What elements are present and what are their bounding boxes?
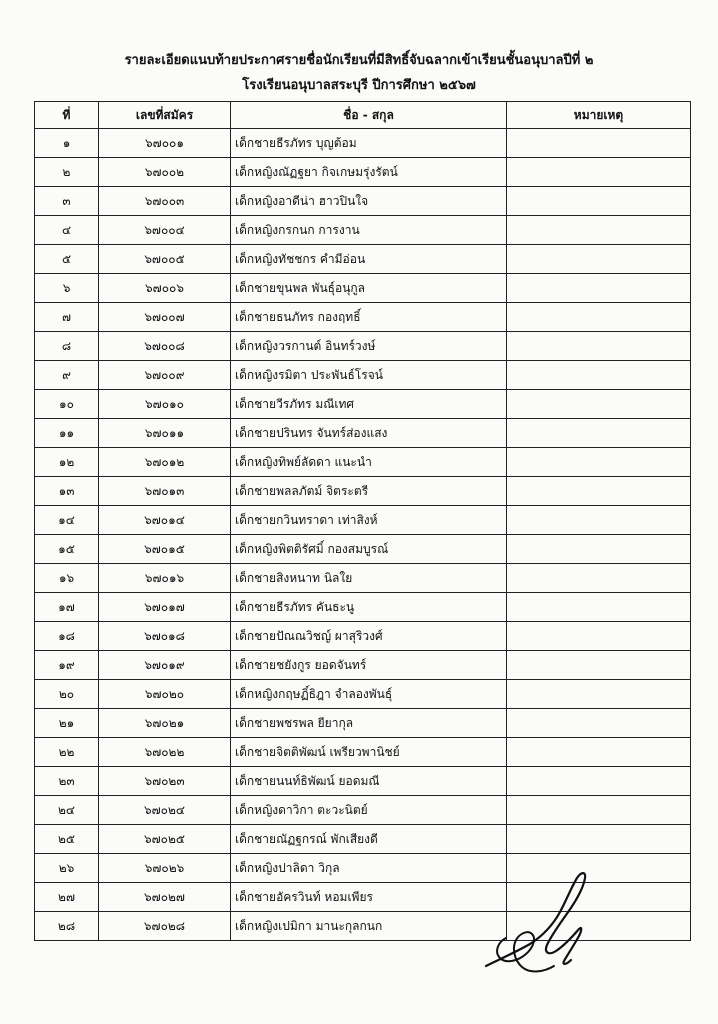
document-title-line2: โรงเรียนอนุบาลสระบุรี ปีการศึกษา ๒๕๖๗ [242, 78, 476, 93]
table-row [35, 448, 691, 477]
column-header-name: ชื่อ - สกุล [231, 102, 507, 129]
application-number: ๖๗๐๐๓ [99, 187, 231, 216]
row-number: ๔ [35, 216, 99, 245]
student-name: เด็กหญิงรมิตา ประพันธ์โรจน์ [231, 361, 507, 390]
row-number: ๓ [35, 187, 99, 216]
column-header-application-no: เลขที่สมัคร [99, 102, 231, 129]
table-row [35, 564, 691, 593]
student-name: เด็กชายจิตติพัฒน์ เพรียวพานิชย์ [231, 738, 507, 767]
student-name: เด็กหญิงดาวิกา ตะวะนิตย์ [231, 796, 507, 825]
student-name: เด็กชายนนท์ธิพัฒน์ ยอดมณี [231, 767, 507, 796]
table-row [35, 506, 691, 535]
remark [507, 216, 691, 245]
row-number: ๒ [35, 158, 99, 187]
table-row [35, 245, 691, 274]
student-name: เด็กชายธนภัทร กองฤทธิ์ [231, 303, 507, 332]
remark [507, 680, 691, 709]
application-number: ๖๗๐๒๓ [99, 767, 231, 796]
table-row [35, 419, 691, 448]
row-number: ๒๘ [35, 912, 99, 941]
student-name: เด็กหญิงณัฏฐยา กิจเกษมรุ่งรัตน์ [231, 158, 507, 187]
table-row [35, 825, 691, 854]
application-number: ๖๗๐๑๙ [99, 651, 231, 680]
student-name: เด็กชายปรินทร จันทร์ส่องแสง [231, 419, 507, 448]
student-name: เด็กชายสิงหนาท นิลใย [231, 564, 507, 593]
student-name: เด็กชายชยังกูร ยอดจันทร์ [231, 651, 507, 680]
remark [507, 419, 691, 448]
application-number: ๖๗๐๒๕ [99, 825, 231, 854]
row-number: ๑๒ [35, 448, 99, 477]
remark [507, 187, 691, 216]
table-row [35, 361, 691, 390]
remark [507, 535, 691, 564]
remark [507, 593, 691, 622]
application-number: ๖๗๐๑๒ [99, 448, 231, 477]
application-number: ๖๗๐๐๒ [99, 158, 231, 187]
student-name: เด็กชายปัณณวิชญ์ ผาสุริวงศ์ [231, 622, 507, 651]
remark [507, 274, 691, 303]
student-list-table [34, 101, 691, 941]
row-number: ๒๒ [35, 738, 99, 767]
row-number: ๒๓ [35, 767, 99, 796]
application-number: ๖๗๐๑๖ [99, 564, 231, 593]
remark [507, 245, 691, 274]
student-name: เด็กชายณัฏฐกรณ์ พักเสียงดี [231, 825, 507, 854]
student-name: เด็กหญิงพิตติรัศมิ์ กองสมบูรณ์ [231, 535, 507, 564]
table-row [35, 535, 691, 564]
remark [507, 767, 691, 796]
remark [507, 361, 691, 390]
row-number: ๒๔ [35, 796, 99, 825]
table-row [35, 680, 691, 709]
document-title-line1: รายละเอียดแนบท้ายประกาศรายชื่อนักเรียนที่มีสิทธิ์จับฉลากเข้าเรียนชั้นอนุบาลปีที่ ๒ [124, 53, 594, 68]
student-name: เด็กชายพลลภัตม์ จิตระตรี [231, 477, 507, 506]
remark [507, 622, 691, 651]
table-row [35, 332, 691, 361]
application-number: ๖๗๐๐๔ [99, 216, 231, 245]
row-number: ๑๘ [35, 622, 99, 651]
student-name: เด็กหญิงปาลิดา วิกุล [231, 854, 507, 883]
remark [507, 506, 691, 535]
table-row [35, 651, 691, 680]
student-name: เด็กชายพชรพล ยียากุล [231, 709, 507, 738]
application-number: ๖๗๐๐๗ [99, 303, 231, 332]
application-number: ๖๗๐๑๐ [99, 390, 231, 419]
row-number: ๒๗ [35, 883, 99, 912]
student-name: เด็กหญิงเปมิกา มานะกุลกนก [231, 912, 507, 941]
remark [507, 448, 691, 477]
row-number: ๗ [35, 303, 99, 332]
remark [507, 390, 691, 419]
table-row [35, 622, 691, 651]
student-name: เด็กหญิงกรกนก การงาน [231, 216, 507, 245]
application-number: ๖๗๐๑๘ [99, 622, 231, 651]
table-row [35, 129, 691, 158]
table-row [35, 477, 691, 506]
table-row [35, 593, 691, 622]
application-number: ๖๗๐๑๕ [99, 535, 231, 564]
row-number: ๙ [35, 361, 99, 390]
table-row [35, 158, 691, 187]
student-name: เด็กชายอัครวินท์ หอมเพียร [231, 883, 507, 912]
student-name: เด็กหญิงวรกานต์ อินทร์วงษ์ [231, 332, 507, 361]
row-number: ๑๗ [35, 593, 99, 622]
row-number: ๑๓ [35, 477, 99, 506]
student-name: เด็กชายกวินทราดา เท่าสิงห์ [231, 506, 507, 535]
row-number: ๑๕ [35, 535, 99, 564]
remark [507, 738, 691, 767]
application-number: ๖๗๐๑๔ [99, 506, 231, 535]
table-row [35, 709, 691, 738]
application-number: ๖๗๐๒๐ [99, 680, 231, 709]
student-name: เด็กชายธีรภัทร คันธะนู [231, 593, 507, 622]
remark [507, 303, 691, 332]
table-row [35, 303, 691, 332]
table-row [35, 767, 691, 796]
row-number: ๒๖ [35, 854, 99, 883]
remark [507, 651, 691, 680]
application-number: ๖๗๐๐๖ [99, 274, 231, 303]
row-number: ๑๔ [35, 506, 99, 535]
student-name: เด็กชายวีรภัทร มณีเทศ [231, 390, 507, 419]
row-number: ๒๐ [35, 680, 99, 709]
student-name: เด็กหญิงทัชชกร คำมีอ่อน [231, 245, 507, 274]
table-row [35, 738, 691, 767]
application-number: ๖๗๐๐๕ [99, 245, 231, 274]
column-header-no: ที่ [35, 102, 99, 129]
row-number: ๘ [35, 332, 99, 361]
row-number: ๒๑ [35, 709, 99, 738]
row-number: ๑๐ [35, 390, 99, 419]
table-row [35, 796, 691, 825]
table-row [35, 187, 691, 216]
remark [507, 825, 691, 854]
student-name: เด็กหญิงทิพย์ลัดดา แนะนำ [231, 448, 507, 477]
student-name: เด็กหญิงอาดีน่า ฮาวปินใจ [231, 187, 507, 216]
application-number: ๖๗๐๒๗ [99, 883, 231, 912]
row-number: ๑๑ [35, 419, 99, 448]
remark [507, 129, 691, 158]
remark [507, 332, 691, 361]
application-number: ๖๗๐๒๒ [99, 738, 231, 767]
row-number: ๑๖ [35, 564, 99, 593]
application-number: ๖๗๐๑๑ [99, 419, 231, 448]
row-number: ๖ [35, 274, 99, 303]
application-number: ๖๗๐๑๗ [99, 593, 231, 622]
row-number: ๒๕ [35, 825, 99, 854]
column-header-remark: หมายเหตุ [507, 102, 691, 129]
application-number: ๖๗๐๐๘ [99, 332, 231, 361]
remark [507, 709, 691, 738]
application-number: ๖๗๐๐๙ [99, 361, 231, 390]
remark [507, 564, 691, 593]
application-number: ๖๗๐๑๓ [99, 477, 231, 506]
student-name: เด็กชายธีรภัทร บุญต้อม [231, 129, 507, 158]
application-number: ๖๗๐๒๘ [99, 912, 231, 941]
application-number: ๖๗๐๒๑ [99, 709, 231, 738]
student-name: เด็กชายขุนพล พันธุ์อนุกูล [231, 274, 507, 303]
row-number: ๑ [35, 129, 99, 158]
row-number: ๑๙ [35, 651, 99, 680]
remark [507, 796, 691, 825]
table-row [35, 216, 691, 245]
application-number: ๖๗๐๒๖ [99, 854, 231, 883]
table-header-row [35, 102, 691, 129]
student-name: เด็กหญิงกฤษฏิ์ธิฎา จำลองพันธุ์ [231, 680, 507, 709]
remark [507, 477, 691, 506]
remark [507, 158, 691, 187]
application-number: ๖๗๐๒๔ [99, 796, 231, 825]
table-row [35, 390, 691, 419]
row-number: ๕ [35, 245, 99, 274]
signature-image [478, 868, 603, 980]
table-row [35, 274, 691, 303]
application-number: ๖๗๐๐๑ [99, 129, 231, 158]
